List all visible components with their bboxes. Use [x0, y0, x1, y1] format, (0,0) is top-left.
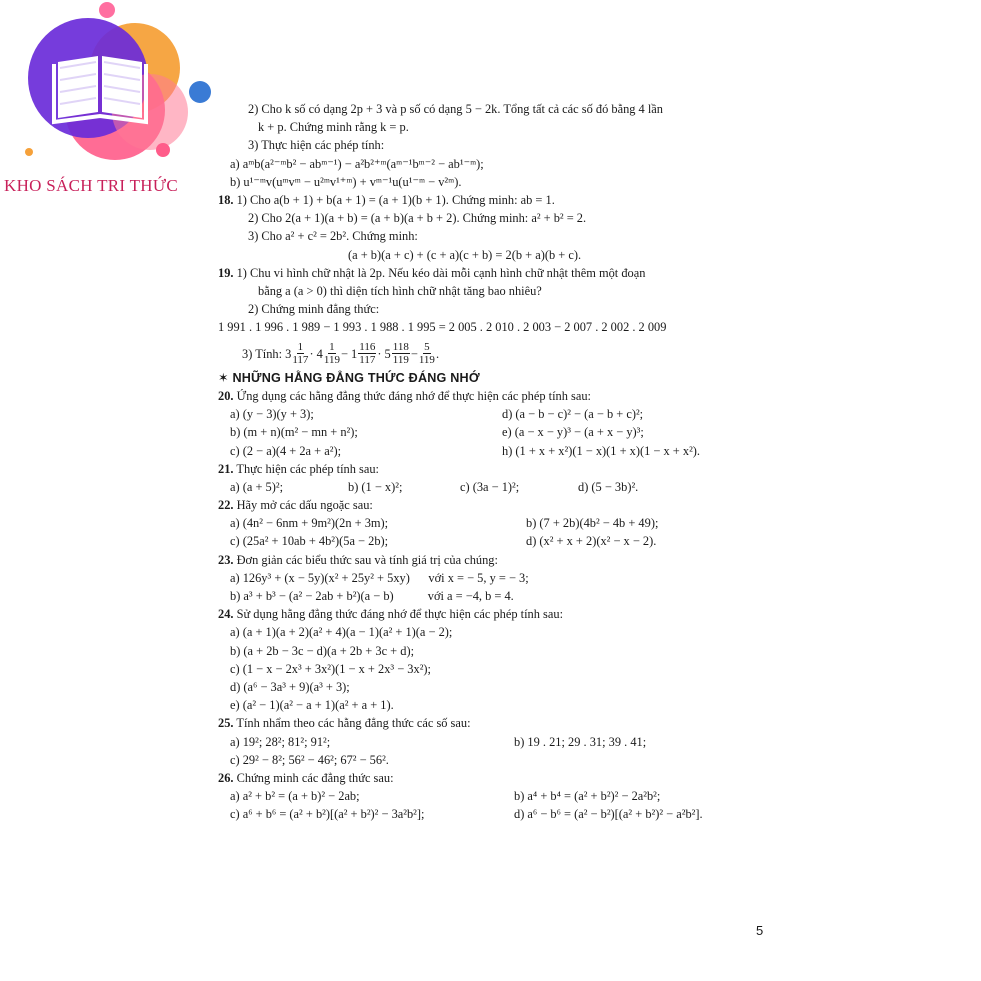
answer-row: b) (m + n)(m² − mn + n²); e) (a − x − y)³ − (a + x − y)³;: [230, 425, 644, 440]
fraction-expression: 3) Tính: 3 $\frac{1}{117}$ · 4 $\frac{1}{119}$ − 1 $\frac{116}{117}$ · 5 $\frac{118}{119}$ − $\frac{5}{119}$ .: [242, 341, 440, 367]
text-line: 2) Cho k số có dạng 2p + 3 và p số có dạng 5 − 2k. Tổng tất cả các số đó bằng 4 lần: [248, 102, 663, 116]
problem-number: 22.: [218, 498, 234, 513]
text-line: b) a³ + b³ − (a² − 2ab + b²)(a − b) với a = −4, b = 4.: [230, 589, 514, 603]
problem-25: 25. Tính nhẩm theo các hằng đẳng thức các số sau:: [218, 716, 471, 731]
text-line: (a + b)(a + c) + (c + a)(c + b) = 2(b + a)(b + c).: [348, 247, 582, 262]
textbook-page: [218, 100, 778, 823]
problem-24: 24. Sử dụng hằng đẳng thức đáng nhớ để thực hiện các phép tính sau:: [218, 607, 564, 622]
text-line: b) (a + 2b − 3c − d)(a + 2b + 3c + d);: [230, 643, 415, 658]
problem-26: 26. Chứng minh các đẳng thức sau:: [218, 770, 394, 785]
problem-18: [218, 191, 778, 209]
problem-21: 21. Thực hiện các phép tính sau:: [218, 461, 379, 476]
text-line: a) (a + 1)(a + 2)(a² + 4)(a − 1)(a² + 1)(a − 2);: [230, 625, 453, 640]
answer-row: c) a⁶ + b⁶ = (a² + b²)[(a² + b²)² − 3a²b²]; d) a⁶ − b⁶ = (a² − b²)[(a² + b²)² − a²b²].: [230, 807, 703, 822]
text-line: 2) Cho 2(a + 1)(a + b) = (a + b)(a + b + 2). Chứng minh: a² + b² = 2.: [248, 211, 587, 226]
problem-19: [218, 264, 778, 282]
text-line: 1 991 . 1 996 . 1 989 − 1 993 . 1 988 . 1 995 = 2 005 . 2 010 . 2 003 − 2 007 . 2 002 . 2 009: [218, 320, 667, 335]
answer-row: a) (a + 5)²; b) (1 − x)²; c) (3a − 1)²; d) (5 − 3b)².: [230, 479, 639, 494]
text-line: 1) Cho a(b + 1) + b(a + 1) = (a + 1)(b + 1). Chứng minh: ab = 1.: [233, 192, 555, 207]
section-title: ✶ NHỮNG HẰNG ĐẲNG THỨC ĐÁNG NHỚ: [218, 370, 480, 385]
answer-row: a) a² + b² = (a + b)² − 2ab; b) a⁴ + b⁴ = (a² + b²)² − 2a²b²;: [230, 789, 661, 804]
problem-number: 25.: [218, 716, 234, 731]
problem-20: 20. Ứng dụng các hằng đẳng thức đáng nhớ để thực hiện các phép tính sau:: [218, 388, 592, 403]
text-line: 3) Thực hiện các phép tính:: [248, 138, 385, 153]
problem-number: 24.: [218, 607, 234, 622]
problem-number: 20.: [218, 388, 234, 403]
fraction: $\frac{116}{117}$: [359, 341, 376, 367]
brand-name: KHO SÁCH TRI THỨC: [4, 176, 178, 195]
page-number: 5: [756, 923, 764, 938]
answer-row: a) 19²; 28²; 81²; 91²; b) 19 . 21; 29 . 31; 39 . 41;: [230, 734, 647, 749]
text-line: bằng a (a > 0) thì diện tích hình chữ nhật tăng bao nhiêu?: [258, 283, 542, 298]
text-line: 2) Chứng minh đẳng thức:: [248, 302, 380, 317]
book-logo-icon: [0, 0, 240, 200]
fraction: $\frac{1}{117}$: [292, 341, 309, 367]
text-line: a) 126y³ + (x − 5y)(x² + 25y² + 5xy) với x = − 5, y = − 3;: [230, 570, 529, 585]
problem-number: 21.: [218, 461, 234, 476]
answer-row: c) (2 − a)(4 + 2a + a²); h) (1 + x + x²)(1 − x)(1 + x)(1 − x + x²).: [230, 443, 701, 458]
text-line: d) (a⁶ − 3a³ + 9)(a³ + 3);: [230, 679, 350, 694]
answer-row: a) (y − 3)(y + 3); d) (a − b − c)² − (a − b + c)²;: [230, 407, 644, 422]
text-line: b) u¹⁻ᵐv(uᵐvᵐ − u²ᵐv¹⁺ᵐ) + vᵐ⁻¹u(u¹⁻ᵐ − v²ᵐ).: [230, 174, 462, 189]
text-line: e) (a² − 1)(a² − a + 1)(a² + a + 1).: [230, 698, 394, 713]
fraction: $\frac{1}{119}$: [323, 341, 340, 367]
problem-number: 19.: [218, 265, 234, 280]
text-line: a) aᵐb(a²⁻ᵐb² − abᵐ⁻¹) − a²b²⁺ᵐ(aᵐ⁻¹bᵐ⁻² − ab¹⁻ᵐ);: [230, 156, 484, 171]
text-line: k + p. Chứng minh rằng k = p.: [258, 120, 409, 135]
problem-number: 23.: [218, 552, 234, 567]
text-line: 3) Cho a² + c² = 2b². Chứng minh:: [248, 229, 418, 244]
problem-number: 18.: [218, 192, 234, 207]
problem-23: 23. Đơn giản các biểu thức sau và tính giá trị của chúng:: [218, 552, 498, 567]
answer-row: c) (25a² + 10ab + 4b²)(5a − 2b); d) (x² + x + 2)(x² − x − 2).: [230, 534, 657, 549]
text-line: c) 29² − 8²; 56² − 46²; 67² − 56².: [230, 752, 389, 767]
text-line: c) (1 − x − 2x³ + 3x²)(1 − x + 2x³ − 3x²);: [230, 661, 431, 676]
problem-22: 22. Hãy mở các dấu ngoặc sau:: [218, 498, 373, 513]
fraction: $\frac{118}{119}$: [392, 341, 409, 367]
problem-number: 26.: [218, 770, 234, 785]
text-line: 1) Chu vi hình chữ nhật là 2p. Nếu kéo dài mỗi cạnh hình chữ nhật thêm một đoạn: [233, 265, 646, 280]
expr-prefix: 3) Tính: 3: [242, 346, 292, 361]
fraction: $\frac{5}{119}$: [418, 341, 435, 367]
answer-row: a) (4n² − 6nm + 9m²)(2n + 3m); b) (7 + 2b)(4b² − 4b + 49);: [230, 516, 659, 531]
